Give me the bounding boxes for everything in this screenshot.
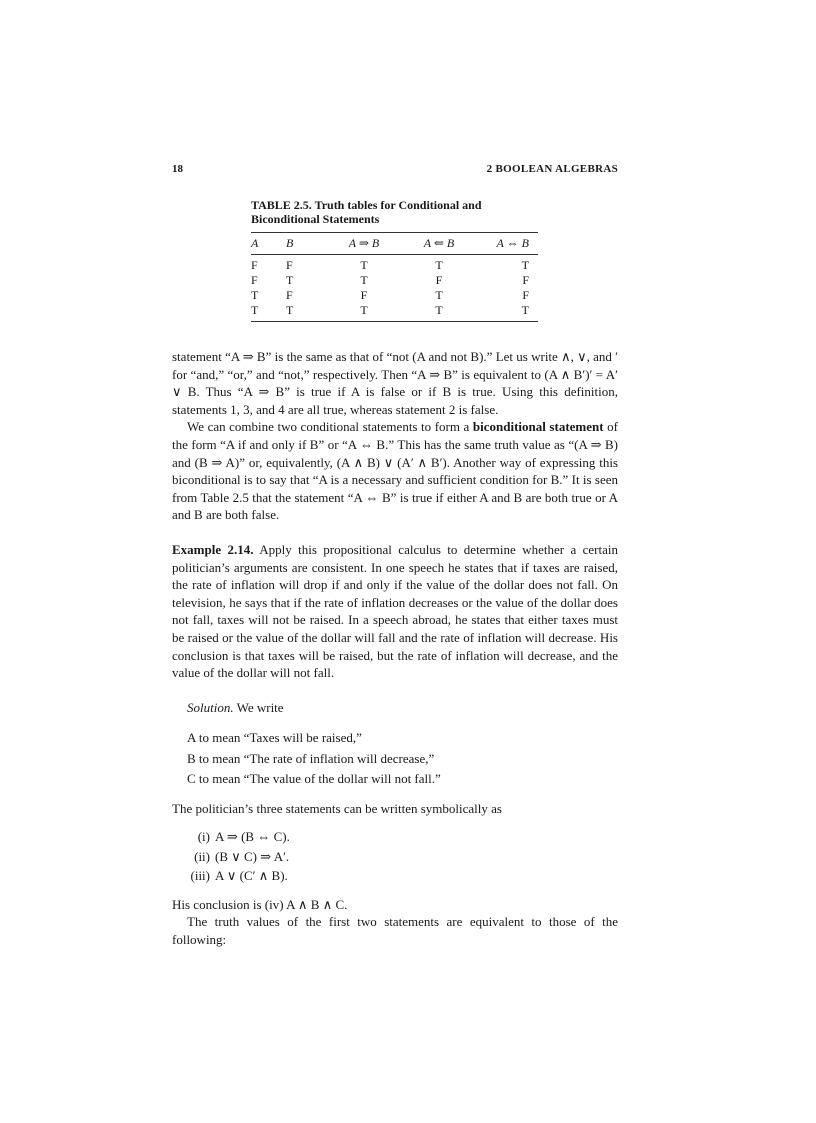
table-cell: T <box>521 303 529 317</box>
col-header-converse: A ⇐ B <box>423 236 455 250</box>
table-cell: T <box>251 303 259 317</box>
col-header-iff: A ⇔ B <box>496 236 529 250</box>
table-caption <box>251 198 541 226</box>
paragraph-text: of the form “A if and only if B” or “A ⇔ B.” This has the same truth value as “(A ⇒ B) and (B ⇒ A)” or, equivalently, (A ∧ B) ∨ (A′ ∧ B′). Another way of expressing this biconditional is to say that “A is a necessary and sufficient condition for B.” It is seen from Table 2.5 that the statement “A ⇔ B” is true if either A and B are both true or A and B are both false. <box>172 419 618 523</box>
body-text <box>172 348 618 949</box>
table-cell: F <box>251 273 258 287</box>
term-biconditional: biconditional statement <box>472 419 604 435</box>
truth-table <box>251 232 538 322</box>
table-cell: T <box>360 273 368 287</box>
list-item: A to mean “Taxes will be raised,” <box>187 730 362 746</box>
table-row <box>251 288 538 303</box>
statement-label: (i) <box>197 829 210 845</box>
list-item <box>172 827 618 847</box>
symbolic-intro: The politician’s three statements can be written symbolically as <box>172 800 502 816</box>
table-caption-line2: Biconditional Statements <box>251 212 380 226</box>
table-caption-line1: TABLE 2.5. Truth tables for Conditional and <box>251 198 482 212</box>
table-row <box>251 303 538 318</box>
table-cell: F <box>360 288 368 302</box>
list-item <box>172 866 618 886</box>
table-cell: T <box>251 288 259 302</box>
table-row <box>251 273 538 288</box>
list-item: C to mean “The value of the dollar will not fall.” <box>187 771 441 787</box>
table-cell: T <box>435 288 443 302</box>
page-number: 18 <box>172 163 183 175</box>
symbolic-statements <box>172 827 618 886</box>
table-cell: F <box>286 288 293 302</box>
statement-expr: A ⇒ (B ⇔ C). <box>215 829 290 845</box>
col-header-implies: A ⇒ B <box>348 236 380 250</box>
paragraph-text: We can combine two conditional statements to form a <box>187 419 473 435</box>
example-paragraph <box>172 541 618 682</box>
table-cell: F <box>251 258 258 272</box>
paragraph-conditional: statement “A ⇒ B” is the same as that of “not (A and not B).” Let us write ∧, ∨, and ′ for “and,” “or,” and “not,” respectively. Then “A ⇒ B” is equivalent to (A ∧ B′)′ = A′ ∨ B. Thus “A ⇒ B” is true if A is false or if B is true. Using this definition, statements 1, 3, and 4 are all true, whereas statement 2 is false. <box>172 349 618 417</box>
table-cell: T <box>286 303 294 317</box>
table-row <box>251 258 538 273</box>
statement-label: (iii) <box>190 868 210 884</box>
table-cell: T <box>521 258 529 272</box>
solution-text: We write <box>233 699 284 715</box>
list-item <box>172 847 618 867</box>
table-cell: T <box>360 258 368 272</box>
table-cell: T <box>435 258 443 272</box>
statement-label: (ii) <box>194 848 210 864</box>
table-cell: T <box>286 273 294 287</box>
conclusion-line: His conclusion is (iv) A ∧ B ∧ C. <box>172 896 348 912</box>
variable-definitions <box>172 728 618 790</box>
example-label: Example 2.14. <box>172 541 254 557</box>
col-header-b: B <box>286 236 294 250</box>
example-text: Apply this propositional calculus to determine whether a certain politician’s arguments are consistent. In one speech he states that if taxes are raised, the rate of inflation will drop if and only if the value of the dollar does not fall. On television, he says that if the rate of inflation decreases or the value of the dollar does not fall, taxes will not be raised. In a speech abroad, he states that either taxes must be raised or the value of the dollar will fall and the rate of inflation will decrease. His conclusion is that taxes will be raised, but the rate of inflation will decrease, and the value of the dollar will not fall. <box>172 541 618 681</box>
table-header-row <box>251 233 538 255</box>
statement-expr: A ∨ (C′ ∧ B). <box>215 868 288 884</box>
table-cell: F <box>522 288 529 302</box>
list-item: B to mean “The rate of inflation will decrease,” <box>187 750 435 766</box>
table-cell: F <box>522 273 529 287</box>
chapter-title: 2 BOOLEAN ALGEBRAS <box>486 163 618 175</box>
solution-line <box>172 699 618 717</box>
final-paragraph: The truth values of the first two statements are equivalent to those of the following: <box>172 914 618 948</box>
table-cell: F <box>286 258 293 272</box>
paragraph-biconditional <box>172 418 618 524</box>
table-cell: T <box>360 303 368 317</box>
statement-expr: (B ∨ C) ⇒ A′. <box>215 848 290 864</box>
solution-label: Solution. <box>187 699 234 715</box>
col-header-a: A <box>251 236 259 250</box>
table-cell: F <box>435 273 443 287</box>
table-cell: T <box>435 303 443 317</box>
